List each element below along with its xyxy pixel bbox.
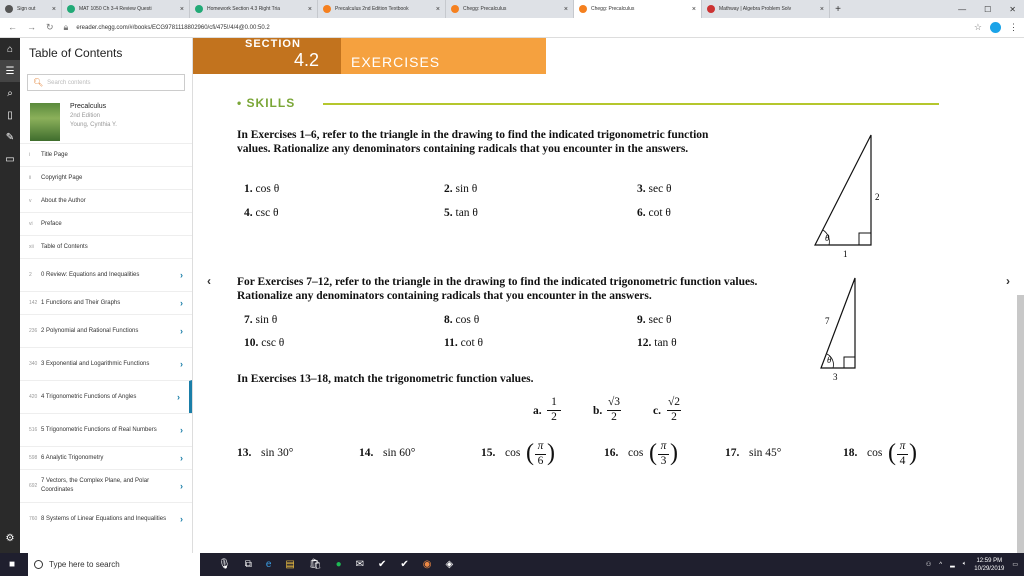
triangle-2-adj: 3 [833, 372, 838, 382]
forward-icon[interactable]: → [27, 22, 36, 32]
browser-tab[interactable]: Chegg: Precalculus × [574, 0, 702, 18]
toc-item[interactable]: 142 1 Functions and Their Graphs › [20, 291, 192, 314]
exercise-item: 10. csc θ [244, 337, 285, 349]
cortana-icon [34, 560, 43, 569]
triangle-1 [803, 130, 893, 260]
tab-close-icon[interactable]: × [179, 5, 184, 13]
app-icon[interactable]: ✔ [378, 559, 387, 570]
triangle-2 [813, 276, 893, 386]
notebook-icon[interactable]: ▯ [7, 109, 13, 121]
address-bar [0, 18, 1024, 38]
new-tab-button[interactable]: + [835, 3, 841, 15]
book-cover [30, 103, 60, 141]
reader-page: SECTION 4.2 EXERCISES • SKILLS In Exercises 1–6, refer to the triangle in the drawing to find the indicated trigonometric function values. Rationalize any denominators containing radicals that you encounter in the answers. 1. cos θ 2. sin θ 3. sec θ 4. csc θ 5. tan θ 6. cot θ θ 2 1 ‹ › For Exercises 7–12, refer to the triangle in the drawing to find the indicated trigonometric function values. Rationalize any denominators containing radicals that you encounter in the answers. 7. sin θ 8. cos θ 9. sec θ 10. csc θ 11. cot θ 12. tan θ θ 7 3 In Exercises 13–18, match the trigonometric function values. a. 1 2 b. √3 2 c. √2 2 13. sin 30° 14. sin 60° 15. cos ( π 6 ) 16. cos ( π 3 ) 17. sin 45° 18. cos ( π 4 ) [193, 38, 1024, 553]
toc-panel [20, 38, 193, 553]
close-window-icon[interactable]: ✕ [1009, 4, 1016, 14]
toc-item[interactable]: 2 0 Review: Equations and Inequalities › [20, 258, 192, 291]
exercise-item: 3. sec θ [637, 183, 672, 195]
section-header [193, 38, 546, 74]
browser-tab[interactable]: MAT 1050 Ch 3-4 Review Questi × [62, 0, 190, 18]
skills-heading: • SKILLS [237, 96, 296, 110]
toc-item[interactable]: xii Table of Contents [20, 235, 192, 258]
menu-icon[interactable]: ⋮ [1009, 22, 1018, 32]
edge-icon[interactable]: e [265, 559, 272, 570]
chevron-right-icon[interactable]: › [180, 359, 183, 369]
flashcard-icon[interactable]: ▭ [5, 153, 15, 165]
tab-favicon [67, 5, 75, 13]
tab-close-icon[interactable]: × [563, 5, 568, 13]
toc-icon[interactable]: ☰ [0, 60, 20, 82]
tab-favicon [579, 5, 587, 13]
exercise-item: 11. cot θ [444, 337, 484, 349]
section-label: SECTION [245, 38, 301, 50]
tab-favicon [195, 5, 203, 13]
clock[interactable]: 12:59 PM 10/29/2019 [974, 557, 1005, 572]
tab-favicon [707, 5, 715, 13]
network-icon[interactable]: ▂ [950, 562, 955, 568]
browser-tab[interactable]: Homework Section 4.3 Right Tria × [190, 0, 318, 18]
settings-gear-icon[interactable]: ⚙ [5, 532, 15, 544]
exercise-item: 1. cos θ [244, 183, 280, 195]
exercise-item: 2. sin θ [444, 183, 478, 195]
tab-favicon [323, 5, 331, 13]
toc-title: Table of Contents [29, 46, 123, 60]
window-controls [958, 5, 1024, 14]
exercise-item: 12. tan θ [637, 337, 677, 349]
chevron-right-icon[interactable]: › [180, 514, 183, 524]
reload-icon[interactable]: ↻ [46, 22, 54, 32]
start-button[interactable]: ■ [9, 559, 16, 570]
search-icon: 🔍︎ [33, 78, 44, 87]
search-icon[interactable]: ⌕ [7, 87, 13, 99]
book-title: Precalculus [70, 103, 107, 110]
tray-chevron-icon[interactable]: ^ [939, 561, 943, 568]
toc-item[interactable]: 598 6 Analytic Trigonometry › [20, 446, 192, 469]
app2-icon[interactable]: ✔ [400, 559, 409, 570]
chevron-right-icon[interactable]: › [180, 481, 183, 491]
toc-item[interactable]: 340 3 Exponential and Logarithmic Functions › [20, 347, 192, 380]
intro-1-6: In Exercises 1–6, refer to the triangle in the drawing to find the indicated trigonometric function values. Rationalize any denominators containing radicals that you encounter in the answers. [237, 129, 709, 155]
exercise-item: 4. csc θ [244, 207, 279, 219]
browser-tab[interactable]: Sign out × [0, 0, 62, 18]
windows-taskbar [0, 553, 1024, 576]
system-tray [926, 557, 1024, 573]
book-edition: 2nd Edition [70, 113, 101, 119]
skills-rule [323, 103, 939, 105]
toc-list [20, 143, 192, 535]
browser-tab-bar [0, 0, 1024, 18]
people-icon[interactable]: ⚇ [925, 562, 932, 568]
app3-icon[interactable]: ◈ [445, 559, 454, 570]
tab-favicon [5, 5, 13, 13]
exercise-item: 7. sin θ [244, 314, 278, 326]
maximize-icon[interactable]: ☐ [984, 4, 992, 14]
file-explorer-icon[interactable]: ▤ [285, 559, 295, 570]
minimize-icon[interactable]: — [958, 4, 967, 14]
chevron-right-icon[interactable]: › [180, 425, 183, 435]
triangle-2-angle: θ [827, 355, 832, 365]
next-page-button[interactable]: › [1006, 274, 1010, 288]
browser-tab[interactable]: Precalculus 2nd Edition Textbook × [318, 0, 446, 18]
store-icon[interactable]: 🛍︎ [308, 559, 322, 570]
toc-item[interactable]: vi Preface [20, 212, 192, 235]
triangle-1-hyp: 2 [875, 192, 880, 202]
toc-item[interactable]: 760 8 Systems of Linear Equations and Inequalities › [20, 502, 192, 535]
section-title: EXERCISES [351, 54, 441, 70]
toc-search-input[interactable]: 🔍︎ Search contents [27, 74, 185, 91]
tab-close-icon[interactable]: × [307, 5, 312, 13]
toc-item[interactable]: 692 7 Vectors, the Complex Plane, and Polar Coordinates › [20, 469, 192, 502]
mail-icon[interactable]: ✉ [355, 559, 364, 570]
page-scrollbar[interactable] [1017, 295, 1024, 553]
tab-close-icon[interactable]: × [435, 5, 440, 13]
book-info [20, 99, 192, 143]
browser-tab[interactable]: Mathway | Algebra Problem Solv × [702, 0, 830, 18]
chevron-right-icon[interactable]: › [180, 270, 183, 280]
toc-item[interactable]: 236 2 Polynomial and Rational Functions › [20, 314, 192, 347]
tab-favicon [451, 5, 459, 13]
task-view-icon[interactable]: ⧉ [244, 559, 252, 570]
intro-13-18: In Exercises 13–18, match the trigonometric function values. [237, 373, 534, 385]
chevron-right-icon[interactable]: › [180, 453, 183, 463]
lock-icon: 🔒︎ [63, 22, 69, 32]
toc-item[interactable]: v About the Author [20, 189, 192, 212]
notifications-icon[interactable]: ▭ [1012, 562, 1018, 568]
triangle-2-hyp: 7 [825, 316, 830, 326]
exercise-item: 5. tan θ [444, 207, 478, 219]
intro-7-12: For Exercises 7–12, refer to the triangle in the drawing to find the indicated trigonometric function values. Rationalize any denominators containing radicals that you encounter in the answers. [237, 276, 758, 302]
tab-close-icon[interactable]: × [51, 5, 56, 13]
toc-item[interactable]: ii Copyright Page [20, 166, 192, 189]
chevron-right-icon[interactable]: › [180, 298, 183, 308]
taskbar-search[interactable]: Type here to search [28, 553, 200, 576]
triangle-1-angle: θ [825, 233, 830, 243]
spotify-icon[interactable]: ● [335, 559, 342, 570]
home-icon[interactable]: ⌂ [6, 43, 14, 55]
reader-icon-rail [0, 38, 20, 553]
exercise-item: 6. cot θ [637, 207, 671, 219]
chrome-icon[interactable]: ◉ [422, 559, 432, 570]
tab-close-icon[interactable]: × [819, 5, 824, 13]
toc-item[interactable]: i Title Page [20, 143, 192, 166]
toc-item[interactable]: 516 5 Trigonometric Functions of Real Numbers › [20, 413, 192, 446]
prev-page-button[interactable]: ‹ [207, 274, 211, 288]
section-number: 4.2 [294, 50, 320, 70]
chevron-right-icon[interactable]: › [177, 392, 180, 402]
tab-close-icon[interactable]: × [691, 5, 696, 13]
toc-item[interactable]: 420 4 Trigonometric Functions of Angles › [20, 380, 192, 413]
profile-avatar[interactable] [990, 22, 1001, 33]
triangle-1-adj: 1 [843, 249, 848, 259]
bookmark-star-icon[interactable]: ☆ [973, 22, 982, 32]
back-icon[interactable]: ← [8, 22, 17, 32]
book-author: Young, Cynthia Y. [70, 122, 117, 128]
mic-icon[interactable]: 🎙︎ [218, 559, 231, 570]
chevron-right-icon[interactable]: › [180, 326, 183, 336]
taskbar-apps [218, 559, 453, 570]
browser-tab[interactable]: Chegg: Precalculus × [446, 0, 574, 18]
exercise-item: 9. sec θ [637, 314, 672, 326]
volume-icon[interactable]: 🔈︎ [962, 561, 967, 567]
highlight-icon[interactable]: ✎ [5, 131, 15, 143]
url-field[interactable]: ereader.chegg.com/#/books/ECG9781118802960/cfi/475!/4/4@0.00:50.2 [76, 24, 270, 31]
exercise-item: 8. cos θ [444, 314, 480, 326]
